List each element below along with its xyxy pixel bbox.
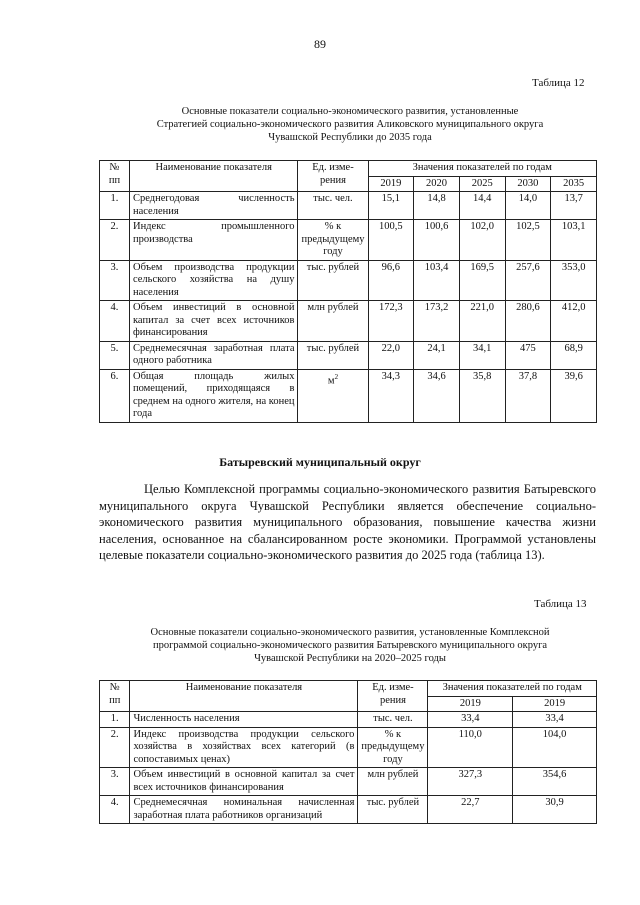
row-value: 172,3 xyxy=(368,301,414,342)
table-row xyxy=(100,727,597,768)
header-unit: Ед. изме-рения xyxy=(358,681,428,712)
table12 xyxy=(99,160,597,423)
row-value: 14,4 xyxy=(459,192,505,220)
table-row xyxy=(100,768,597,796)
row-value: 169,5 xyxy=(459,260,505,301)
table-row xyxy=(100,192,597,220)
header-num: № пп xyxy=(100,161,130,192)
row-name: Среднемесячная номинальная начисленная заработная плата работников организаций xyxy=(130,796,358,824)
table12-title-line: Стратегией социально-экономического развития Аликовского муниципального округа xyxy=(156,119,544,130)
paragraph-text: Целью Комплексной программы социально-экономического развития Батыревского муниципального округа Чувашской Республики является обеспечение социально-экономического развития муниципального образования, повышение качества жизни населения, основанное на сбалансированном росте экономики. Программой установлены целевые показатели социально-экономического развития до 2025 года (таблица 13). xyxy=(99,482,596,562)
row-value: 37,8 xyxy=(505,369,551,422)
row-name: Объем инвестиций в основной капитал за счет всех источников финансирования xyxy=(130,768,358,796)
row-num: 4. xyxy=(100,301,130,342)
table13-title xyxy=(100,626,600,665)
row-value: 102,0 xyxy=(459,220,505,261)
body-paragraph xyxy=(99,481,596,564)
unit-text: м xyxy=(327,375,335,386)
header-year: 2030 xyxy=(505,176,551,192)
header-values-group: Значения показателей по годам xyxy=(368,161,597,177)
row-unit: тыс. чел. xyxy=(298,192,368,220)
row-name: Общая площадь жилых помещений, приходящаяся в среднем на одного жителя, на конец года xyxy=(129,369,298,422)
row-num: 6. xyxy=(100,369,130,422)
row-value: 173,2 xyxy=(414,301,460,342)
table12-title xyxy=(100,105,600,144)
header-year: 2019 xyxy=(368,176,414,192)
row-value: 68,9 xyxy=(551,341,597,369)
table13-label: Таблица 13 xyxy=(534,598,587,610)
row-value: 353,0 xyxy=(551,260,597,301)
table13 xyxy=(99,680,597,824)
row-num: 2. xyxy=(100,727,130,768)
header-year: 2019 xyxy=(428,696,513,712)
row-value: 34,3 xyxy=(368,369,414,422)
row-unit: % к предыдущему году xyxy=(298,220,368,261)
row-value: 475 xyxy=(505,341,551,369)
row-value: 103,4 xyxy=(414,260,460,301)
row-value: 34,6 xyxy=(414,369,460,422)
row-unit: млн рублей xyxy=(358,768,428,796)
table-row xyxy=(100,369,597,422)
unit-superscript: 2 xyxy=(334,372,339,381)
row-num: 2. xyxy=(100,220,130,261)
row-num: 5. xyxy=(100,341,130,369)
header-unit: Ед. изме-рения xyxy=(298,161,368,192)
row-value: 14,8 xyxy=(414,192,460,220)
row-value: 30,9 xyxy=(513,796,597,824)
row-name: Индекс промышленного производства xyxy=(129,220,298,261)
row-value: 100,6 xyxy=(414,220,460,261)
row-value: 221,0 xyxy=(459,301,505,342)
table12-title-line: Основные показатели социально-экономического развития, установленные xyxy=(181,106,519,117)
row-value: 39,6 xyxy=(551,369,597,422)
row-value: 257,6 xyxy=(505,260,551,301)
row-value: 13,7 xyxy=(551,192,597,220)
row-unit: млн рублей xyxy=(298,301,368,342)
row-name: Численность населения xyxy=(130,712,358,728)
row-value: 14,0 xyxy=(505,192,551,220)
table-row xyxy=(100,260,597,301)
row-unit: тыс. рублей xyxy=(358,796,428,824)
row-num: 3. xyxy=(100,260,130,301)
table-row xyxy=(100,341,597,369)
header-values-group: Значения показателей по годам xyxy=(428,681,597,697)
table-row xyxy=(100,712,597,728)
table12-header-row xyxy=(100,161,597,177)
row-value: 102,5 xyxy=(505,220,551,261)
row-unit xyxy=(298,369,368,422)
row-value: 33,4 xyxy=(428,712,513,728)
row-value: 327,3 xyxy=(428,768,513,796)
row-num: 1. xyxy=(100,712,130,728)
table13-header-row xyxy=(100,681,597,697)
table-row xyxy=(100,220,597,261)
row-value: 22,0 xyxy=(368,341,414,369)
row-value: 35,8 xyxy=(459,369,505,422)
table-row xyxy=(100,796,597,824)
table13-title-line: Основные показатели социально-экономического развития, установленные Комплексной xyxy=(150,627,550,638)
row-name: Индекс производства продукции сельского хозяйства в хозяйствах всех категорий (в сопоставимых ценах) xyxy=(130,727,358,768)
header-year: 2020 xyxy=(414,176,460,192)
table12-title-line: Чувашской Республики до 2035 года xyxy=(268,132,432,143)
table12-label: Таблица 12 xyxy=(532,77,585,89)
row-name: Объем производства продукции сельского хозяйства на душу населения xyxy=(129,260,298,301)
row-value: 110,0 xyxy=(428,727,513,768)
header-name: Наименование показателя xyxy=(130,681,358,712)
header-num: № пп xyxy=(100,681,130,712)
row-unit: тыс. рублей xyxy=(298,341,368,369)
row-name: Объем инвестиций в основной капитал за счет всех источников финансирования xyxy=(129,301,298,342)
row-num: 4. xyxy=(100,796,130,824)
page-number: 89 xyxy=(314,37,326,51)
row-value: 103,1 xyxy=(551,220,597,261)
row-unit: тыс. чел. xyxy=(358,712,428,728)
header-year: 2025 xyxy=(459,176,505,192)
row-value: 280,6 xyxy=(505,301,551,342)
section-heading: Батыревский муниципальный округ xyxy=(219,455,421,469)
row-name: Среднемесячная заработная плата одного работника xyxy=(129,341,298,369)
row-unit: % к предыдущему году xyxy=(358,727,428,768)
header-year: 2019 xyxy=(513,696,597,712)
row-name: Среднегодовая численность населения xyxy=(129,192,298,220)
row-value: 412,0 xyxy=(551,301,597,342)
row-value: 33,4 xyxy=(513,712,597,728)
row-value: 15,1 xyxy=(368,192,414,220)
row-value: 22,7 xyxy=(428,796,513,824)
row-value: 96,6 xyxy=(368,260,414,301)
row-num: 1. xyxy=(100,192,130,220)
row-num: 3. xyxy=(100,768,130,796)
row-value: 104,0 xyxy=(513,727,597,768)
table13-title-line: Чувашской Республики на 2020–2025 годы xyxy=(254,653,446,664)
header-name: Наименование показателя xyxy=(129,161,298,192)
header-year: 2035 xyxy=(551,176,597,192)
row-value: 100,5 xyxy=(368,220,414,261)
row-value: 354,6 xyxy=(513,768,597,796)
row-value: 24,1 xyxy=(414,341,460,369)
table13-title-line: программой социально-экономического развития Батыревского муниципального округа xyxy=(152,640,548,651)
row-value: 34,1 xyxy=(459,341,505,369)
table-row xyxy=(100,301,597,342)
row-unit: тыс. рублей xyxy=(298,260,368,301)
